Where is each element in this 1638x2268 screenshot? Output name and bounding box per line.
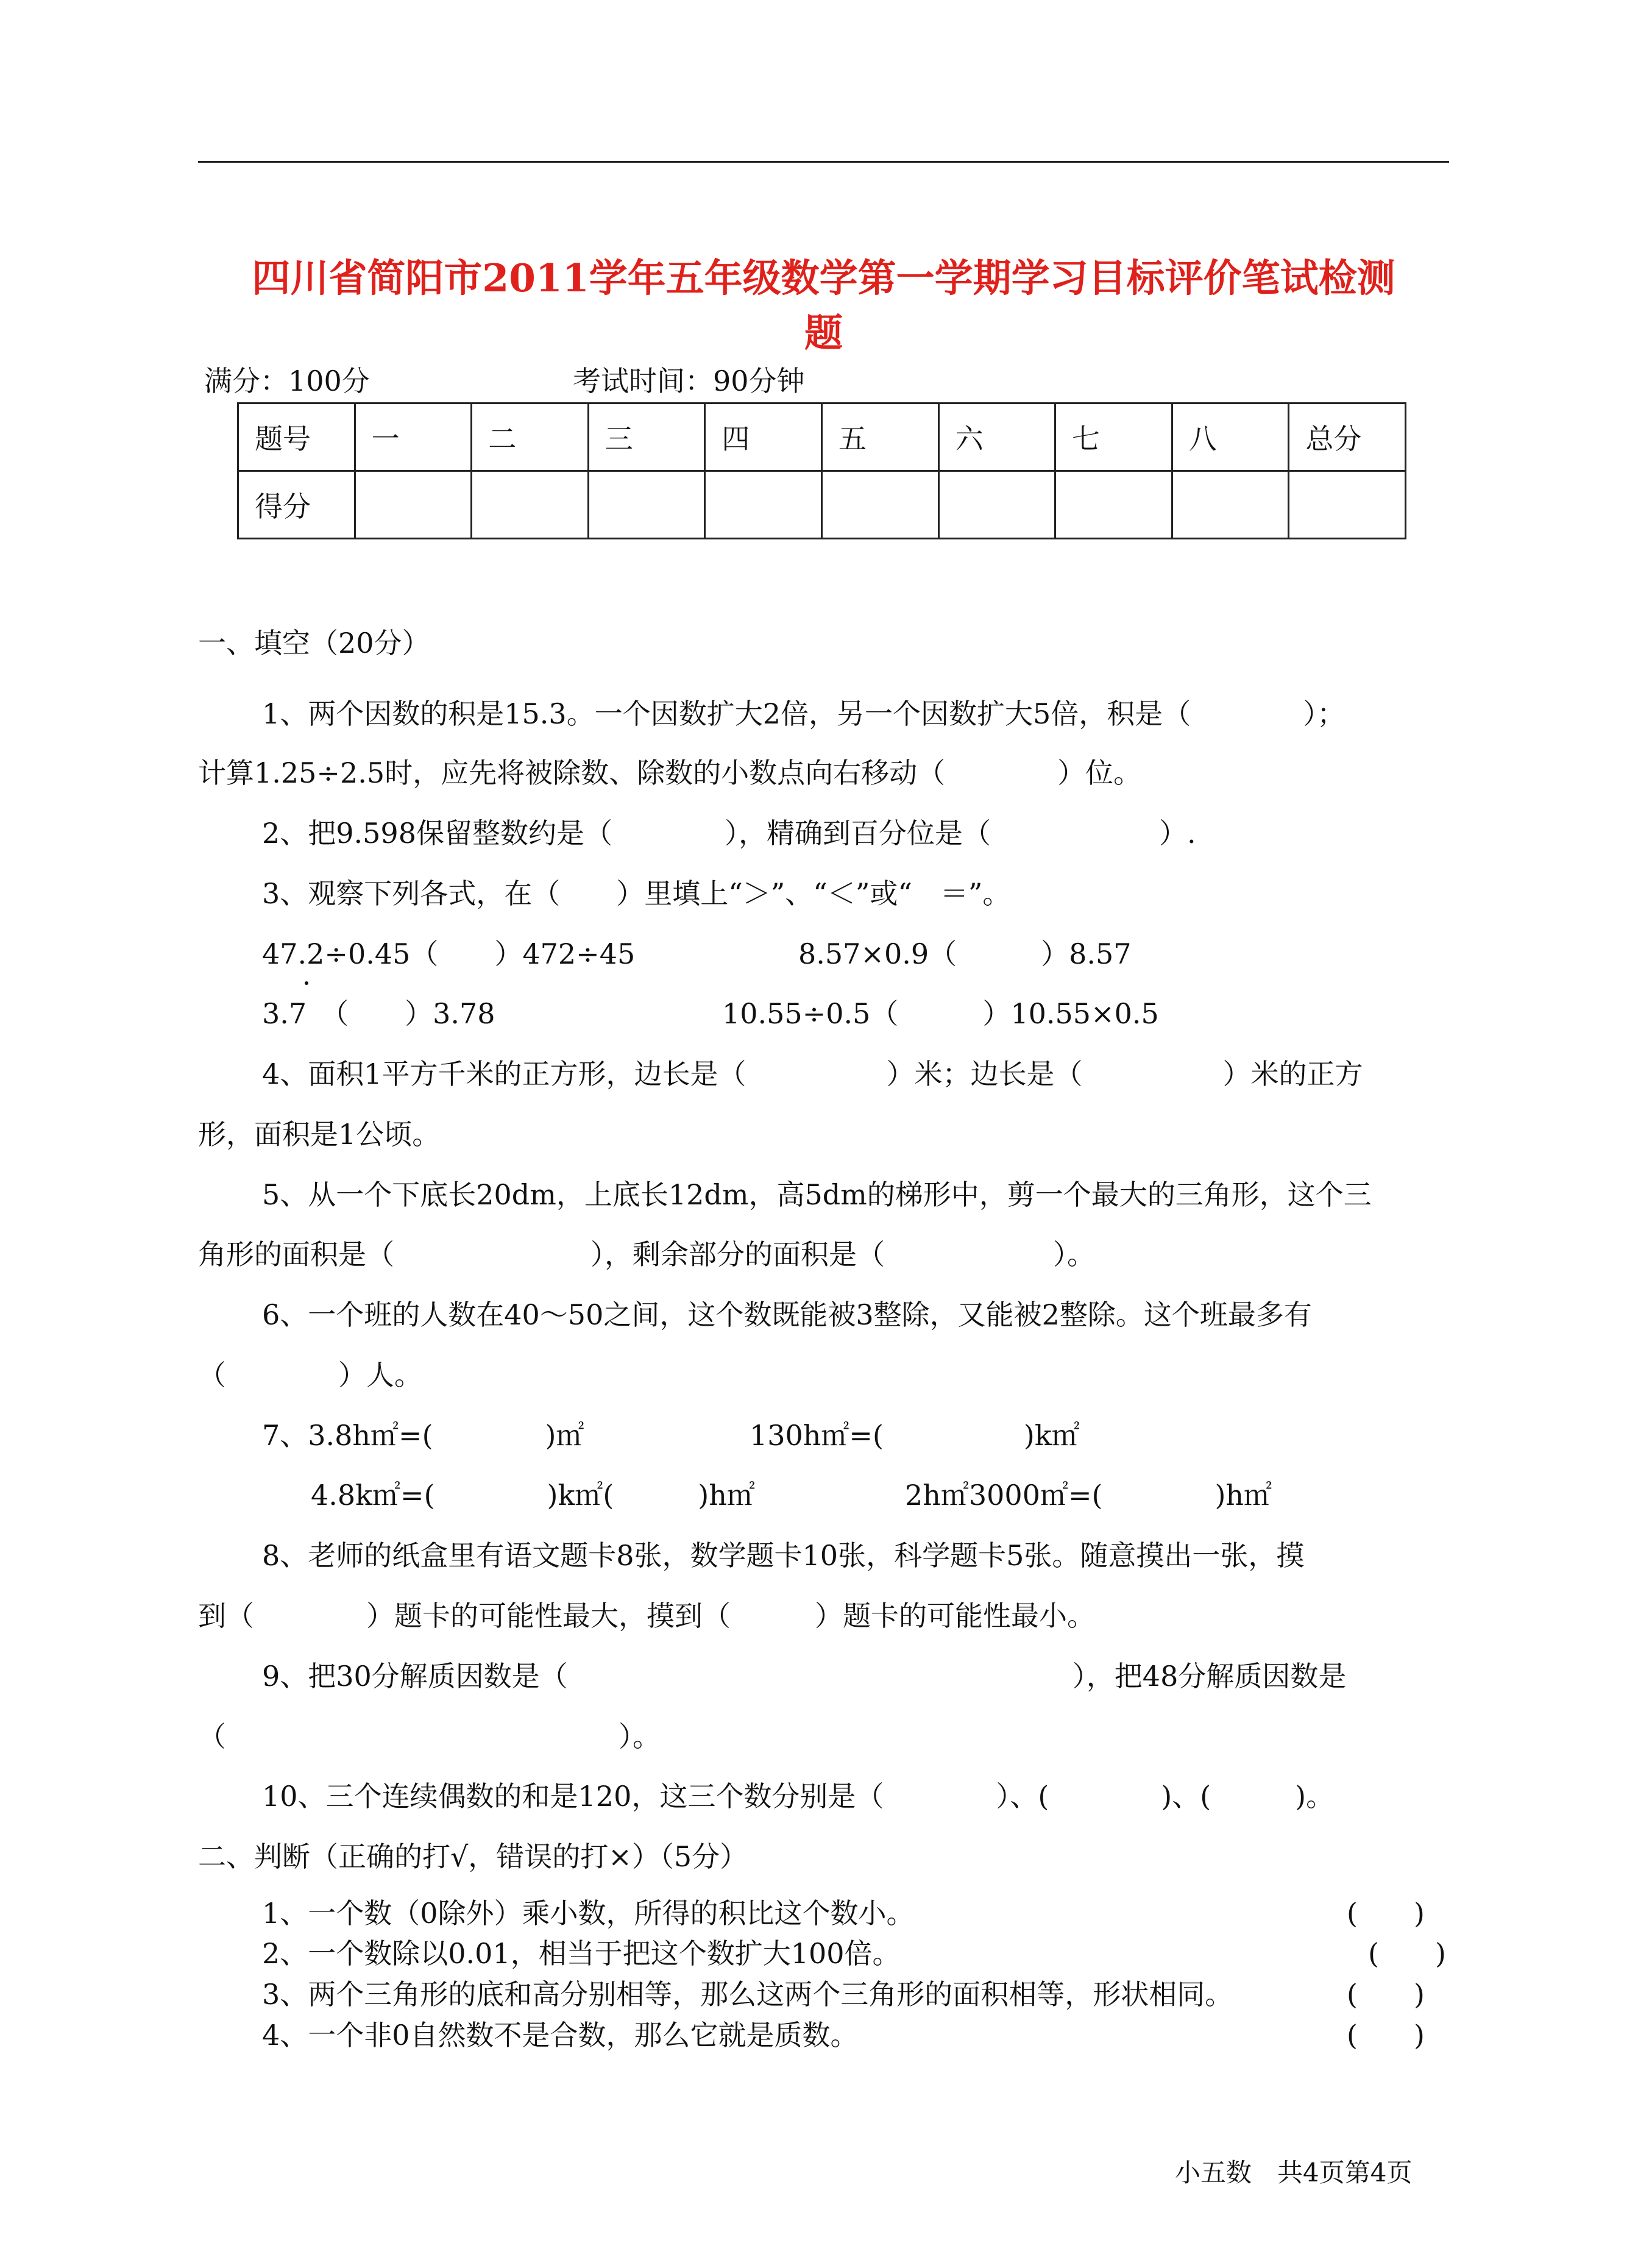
score-cell[interactable] (1289, 471, 1406, 539)
score-cell[interactable] (472, 471, 589, 539)
judgment-item-3: 3、两个三角形的底和高分别相等，那么这两个三角形的面积相等，形状相同。 (262, 1978, 1233, 2011)
exam-title-line1: 四川省简阳市2011学年五年级数学第一学期学习目标评价笔试检测 (252, 255, 1395, 300)
score-header-cell: 三 (588, 403, 705, 471)
question-5-line1: 5、从一个下底长20dm，上底长12dm，高5dm的梯形中，剪一个最大的三角形，这个三 (262, 1178, 1372, 1211)
section1-heading: 一、填空（20分） (198, 627, 430, 659)
score-header-cell: 一 (355, 403, 472, 471)
score-header-cell: 七 (1055, 403, 1172, 471)
question-3-row2a: 3.7 （ ）3.78 (262, 997, 495, 1030)
score-table (237, 402, 1406, 539)
score-header-cell: 六 (938, 403, 1055, 471)
question-8-line2: 到（ ）题卡的可能性最大，摸到（ ）题卡的可能性最小。 (198, 1599, 1095, 1632)
question-3: 3、观察下列各式，在（ ）里填上“＞”、“＜”或“ ＝”。 (262, 877, 1011, 910)
judgment-item-2: 2、一个数除以0.01，相当于把这个数扩大100倍。 (262, 1937, 901, 1970)
question-9-line2: （ ）。 (198, 1720, 661, 1753)
exam-title-line2: 题 (804, 310, 843, 355)
question-10: 10、三个连续偶数的和是120，这三个数分别是（ ）、( )、( )。 (262, 1780, 1335, 1813)
score-header-cell: 二 (472, 403, 589, 471)
header-rule (198, 161, 1449, 163)
score-header-cell: 四 (705, 403, 822, 471)
judgment-answer-1[interactable]: ( ) (1347, 1897, 1425, 1930)
score-row-label: 得分 (238, 471, 355, 539)
question-9-line1: 9、把30分解质因数是（ ），把48分解质因数是 (262, 1660, 1347, 1693)
repeating-decimal-dot (305, 981, 308, 985)
score-cell[interactable] (1172, 471, 1289, 539)
score-cell[interactable] (705, 471, 822, 539)
question-8-line1: 8、老师的纸盒里有语文题卡8张，数学题卡10张，科学题卡5张。随意摸出一张，摸 (262, 1539, 1305, 1572)
question-3-row1a: 47.2÷0.45（ ）472÷45 (262, 937, 636, 970)
exam-time: 考试时间：90分钟 (573, 364, 805, 397)
question-3-row1b: 8.57×0.9（ ）8.57 (798, 937, 1132, 970)
score-header-cell: 总分 (1289, 403, 1406, 471)
question-7-row1a: 7、3.8h㎡=( )㎡ (262, 1419, 584, 1452)
question-6-line2: （ ）人。 (198, 1359, 422, 1392)
score-header-cell: 题号 (238, 403, 355, 471)
score-table-score-row (238, 471, 1406, 539)
judgment-answer-3[interactable]: ( ) (1347, 1978, 1425, 2011)
question-7-row2a: 4.8k㎡=( )k㎡( )h㎡ (311, 1479, 755, 1512)
score-table-header-row (238, 403, 1406, 471)
score-header-cell: 五 (821, 403, 938, 471)
question-2: 2、把9.598保留整数约是（ ），精确到百分位是（ ）. (262, 817, 1196, 850)
question-4-line1: 4、面积1平方千米的正方形，边长是（ ）米；边长是（ ）米的正方 (262, 1058, 1363, 1090)
question-1-line2: 计算1.25÷2.5时，应先将被除数、除数的小数点向右移动（ ）位。 (198, 756, 1142, 789)
score-cell[interactable] (588, 471, 705, 539)
score-cell[interactable] (938, 471, 1055, 539)
score-cell[interactable] (355, 471, 472, 539)
question-7-row2b: 2h㎡3000㎡=( )h㎡ (905, 1479, 1272, 1512)
full-score: 满分：100分 (204, 364, 370, 397)
score-cell[interactable] (1055, 471, 1172, 539)
section2-heading: 二、判断（正确的打√，错误的打×）（5分） (198, 1840, 748, 1873)
question-1-line1: 1、两个因数的积是15.3。一个因数扩大2倍，另一个因数扩大5倍，积是（ ）； (262, 697, 1346, 730)
question-3-row2b: 10.55÷0.5（ ）10.55×0.5 (722, 997, 1159, 1030)
question-5-line2: 角形的面积是（ ），剩余部分的面积是（ ）。 (198, 1238, 1095, 1271)
judgment-answer-4[interactable]: ( ) (1347, 2019, 1425, 2052)
judgment-answer-2[interactable]: ( ) (1368, 1937, 1446, 1970)
page-footer: 小五数 共4页第4页 (1175, 2158, 1413, 2188)
judgment-item-1: 1、一个数（0除外）乘小数，所得的积比这个数小。 (262, 1897, 915, 1930)
judgment-item-4: 4、一个非0自然数不是合数，那么它就是质数。 (262, 2019, 859, 2052)
question-6-line1: 6、一个班的人数在40～50之间，这个数既能被3整除，又能被2整除。这个班最多有 (262, 1298, 1312, 1331)
question-7-row1b: 130h㎡=( )k㎡ (750, 1419, 1080, 1452)
score-cell[interactable] (821, 471, 938, 539)
score-header-cell: 八 (1172, 403, 1289, 471)
question-4-line2: 形，面积是1公顷。 (198, 1118, 441, 1151)
